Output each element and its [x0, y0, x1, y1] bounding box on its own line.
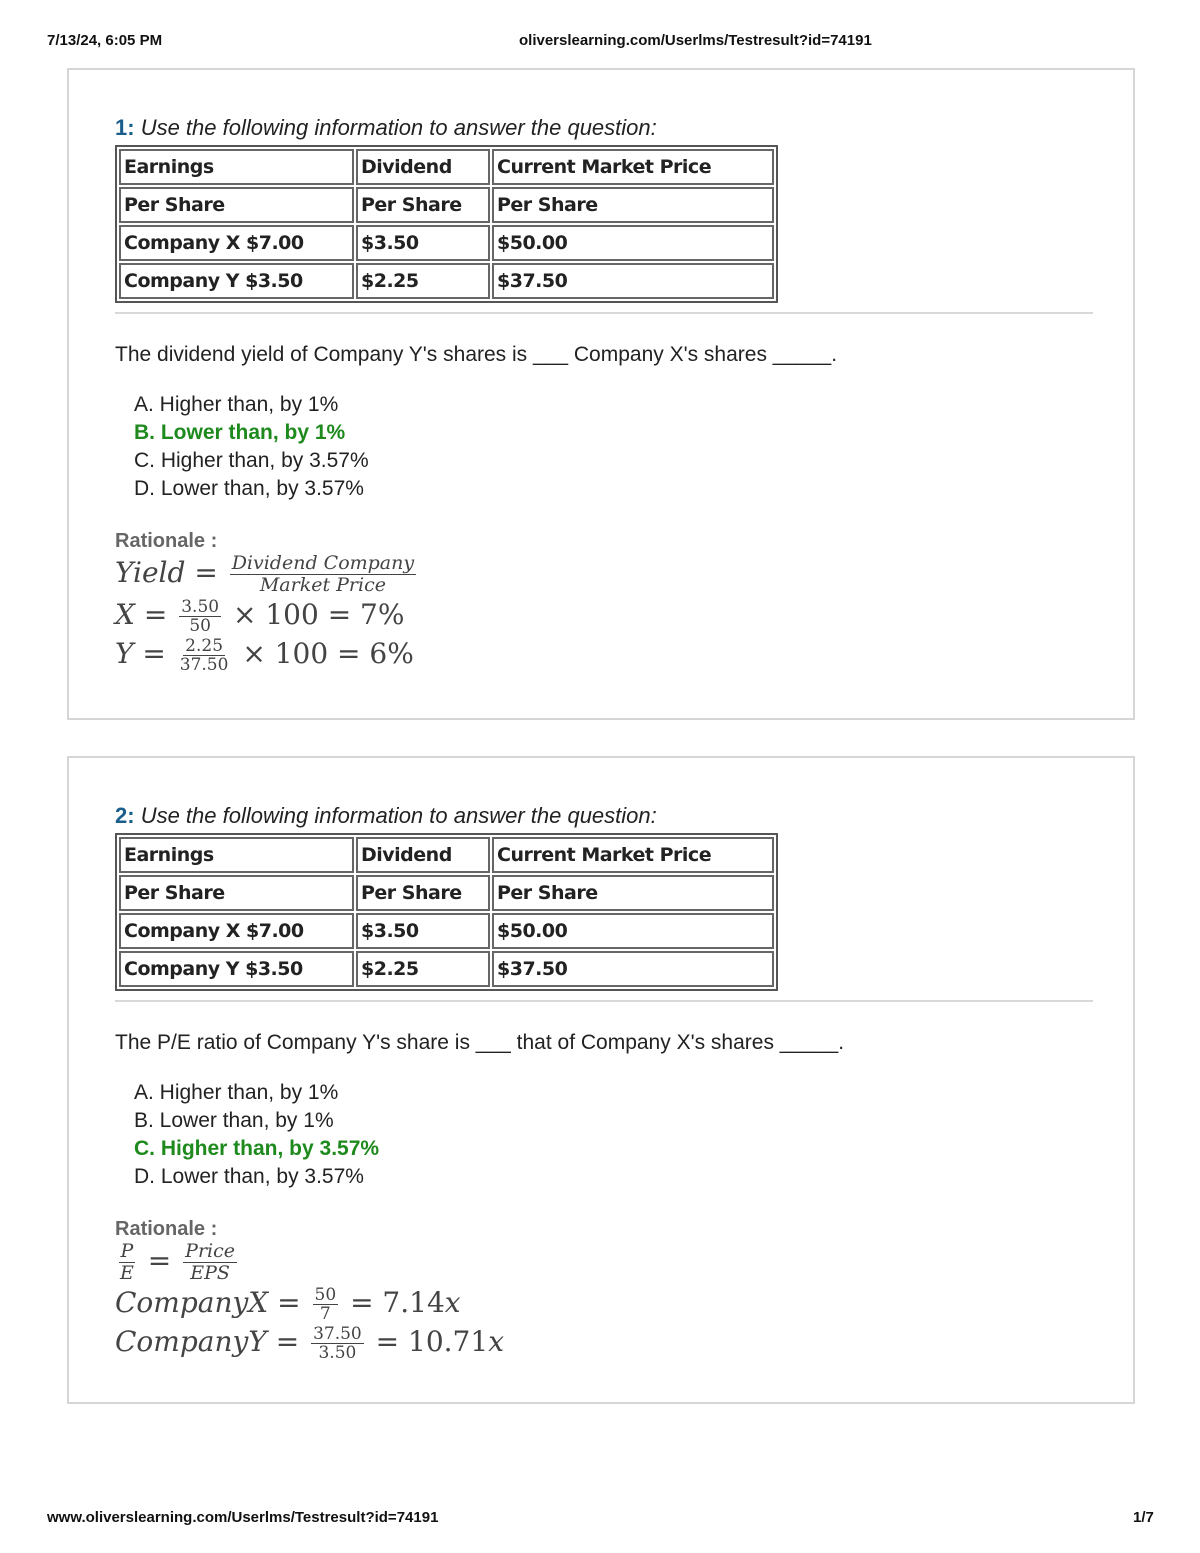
question-intro-text: Use the following information to answer the question: [140, 803, 657, 828]
math-term: Yield [115, 556, 186, 589]
choice-b-correct: B. Lower than, by 1% [134, 421, 346, 444]
fraction-numerator: 2.25 [185, 636, 224, 656]
fraction-denominator: EPS [190, 1262, 230, 1284]
print-footer-url: www.oliverslearning.com/Userlms/Testresult?id=74191 [47, 1509, 439, 1526]
table-row [119, 837, 774, 873]
math-result: × 100 = 7% [232, 598, 405, 631]
table-cell: Company X $7.00 [119, 225, 354, 261]
page-number: 1/7 [1133, 1509, 1154, 1526]
fraction-numerator: Price [185, 1240, 235, 1262]
table-row [119, 913, 774, 949]
table-cell: Per Share [119, 875, 354, 911]
rationale-formula-x [115, 596, 1093, 635]
table-cell: $37.50 [492, 263, 774, 299]
math-fraction [311, 1325, 364, 1362]
question-card-2 [67, 756, 1135, 1404]
choice-c-correct: C. Higher than, by 3.57% [134, 1137, 380, 1160]
table-row [119, 149, 774, 185]
table-cell: Earnings [119, 837, 354, 873]
fraction-numerator: 37.50 [313, 1324, 362, 1344]
choice-d: D. Lower than, by 3.57% [134, 477, 364, 500]
math-term: CompanyY [115, 1325, 267, 1358]
fraction-denominator: 37.50 [179, 655, 229, 675]
math-fraction [118, 1241, 136, 1284]
table-row [119, 263, 774, 299]
divider [115, 312, 1093, 314]
math-result: = 10.71 [375, 1325, 489, 1358]
math-result: × 100 = 6% [242, 637, 414, 670]
math-term: X [115, 598, 135, 631]
math-fraction [313, 1286, 339, 1323]
rationale-formula-pe [115, 1241, 1093, 1284]
question-stem: The dividend yield of Company Y's shares is ___ Company X's shares _____. [115, 343, 838, 366]
math-term: CompanyX [115, 1286, 269, 1319]
fraction-denominator: 50 [189, 616, 211, 636]
math-fraction [178, 637, 231, 674]
table-cell: Company X $7.00 [119, 913, 354, 949]
table-cell: $2.25 [356, 951, 490, 987]
fraction-numerator: Dividend Company [231, 552, 415, 574]
table-cell: Per Share [119, 187, 354, 223]
fraction-denominator: 3.50 [318, 1343, 357, 1363]
math-fraction [179, 598, 221, 635]
rationale-formula-yield [115, 553, 1093, 596]
math-equals: = [277, 1286, 301, 1319]
table-cell: Per Share [492, 187, 774, 223]
question-number: 1: [115, 115, 135, 140]
table-cell: Company Y $3.50 [119, 263, 354, 299]
table-cell: $50.00 [492, 913, 774, 949]
math-equals: = [275, 1325, 300, 1358]
math-result: = 7.14 [350, 1286, 445, 1319]
table-cell: $3.50 [356, 913, 490, 949]
divider [115, 1000, 1093, 1002]
question-intro [115, 114, 1093, 142]
table-row [119, 951, 774, 987]
math-equals: = [147, 1244, 172, 1277]
question-stem: The P/E ratio of Company Y's share is ___ that of Company X's shares _____. [115, 1031, 845, 1054]
rationale-label: Rationale : [115, 1218, 218, 1240]
table-row [119, 875, 774, 911]
print-header-url: oliverslearning.com/Userlms/Testresult?id=74191 [519, 32, 872, 49]
table-cell: Company Y $3.50 [119, 951, 354, 987]
math-equals: = [143, 598, 168, 631]
table-cell: Per Share [492, 875, 774, 911]
print-datetime: 7/13/24, 6:05 PM [47, 32, 163, 49]
math-term: Y [115, 637, 134, 670]
info-table [115, 833, 778, 991]
math-unit: x [488, 1325, 504, 1358]
rationale-label: Rationale : [115, 530, 218, 552]
math-equals: = [142, 637, 166, 670]
math-unit: x [444, 1286, 461, 1319]
choice-c: C. Higher than, by 3.57% [134, 449, 369, 472]
answer-choices [134, 391, 1093, 503]
fraction-numerator: 3.50 [181, 597, 220, 617]
question-intro [115, 802, 1093, 830]
choice-a: A. Higher than, by 1% [134, 393, 339, 416]
question-card-1 [67, 68, 1135, 720]
table-cell: Per Share [356, 875, 490, 911]
table-cell: Current Market Price [492, 837, 774, 873]
table-cell: $3.50 [356, 225, 490, 261]
answer-choices [134, 1079, 1093, 1191]
table-cell: Dividend [356, 149, 490, 185]
info-table [115, 145, 778, 303]
fraction-numerator: P [120, 1240, 134, 1262]
table-row [119, 225, 774, 261]
fraction-denominator: 7 [319, 1304, 331, 1324]
math-equals: = [194, 556, 218, 589]
table-cell: Current Market Price [492, 149, 774, 185]
table-row [119, 187, 774, 223]
choice-d: D. Lower than, by 3.57% [134, 1165, 364, 1188]
table-cell: Dividend [356, 837, 490, 873]
question-number: 2: [115, 803, 135, 828]
math-fraction [183, 1241, 237, 1284]
fraction-denominator: E [120, 1262, 134, 1284]
table-cell: $37.50 [492, 951, 774, 987]
table-cell: $50.00 [492, 225, 774, 261]
fraction-numerator: 50 [314, 1285, 337, 1305]
fraction-denominator: Market Price [259, 574, 386, 596]
math-fraction [230, 553, 416, 596]
table-cell: $2.25 [356, 263, 490, 299]
choice-a: A. Higher than, by 1% [134, 1081, 339, 1104]
rationale-formula-company-x [115, 1284, 1093, 1323]
question-intro-text: Use the following information to answer the question: [140, 115, 657, 140]
table-cell: Earnings [119, 149, 354, 185]
table-cell: Per Share [356, 187, 490, 223]
rationale-formula-y [115, 635, 1093, 674]
choice-b: B. Lower than, by 1% [134, 1109, 334, 1132]
rationale-formula-company-y [115, 1323, 1093, 1362]
